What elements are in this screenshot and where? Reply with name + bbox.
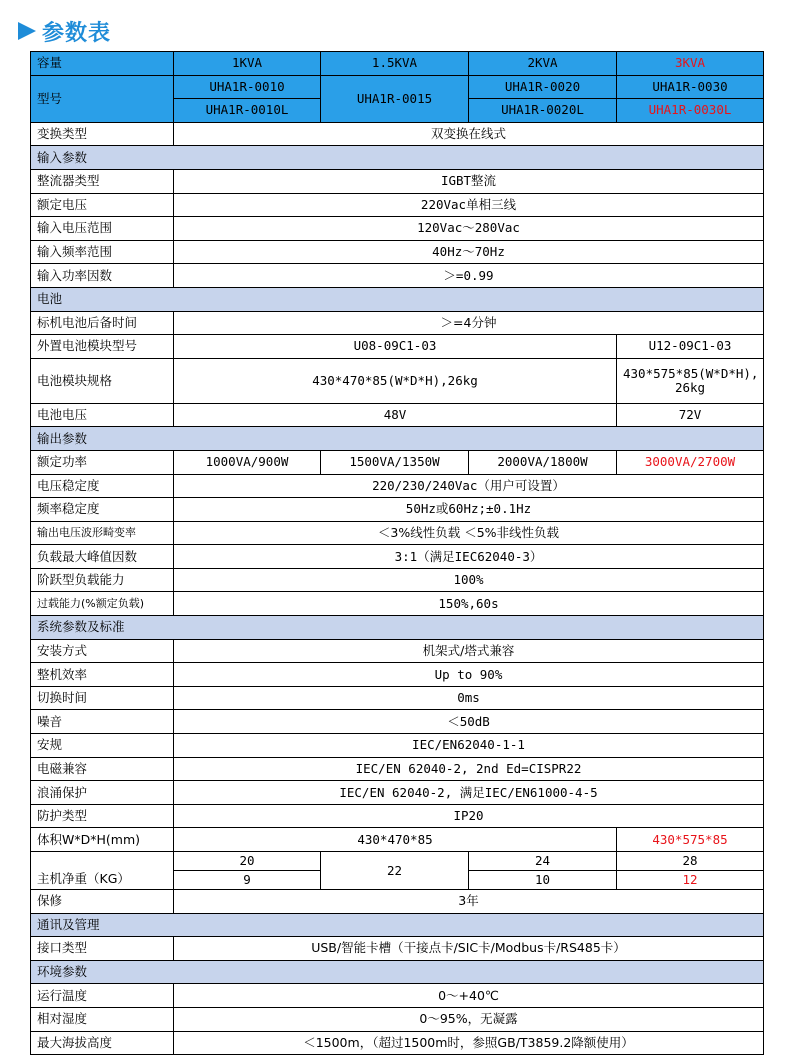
- row-label: 运行温度: [31, 984, 174, 1008]
- row-value: ＜1500m，（超过1500m时，参照GB/T3859.2降额使用）: [174, 1031, 764, 1055]
- model-0030: UHA1R-0030: [617, 75, 764, 99]
- table-row: [31, 757, 764, 781]
- model-0015: UHA1R-0015: [321, 75, 469, 122]
- row-value: 1500VA/1350W: [321, 450, 469, 474]
- row-value: 120Vac～280Vac: [174, 217, 764, 241]
- row-value: 430*470*85: [174, 828, 617, 852]
- row-value: 0～95%，无凝露: [174, 1007, 764, 1031]
- table-row: [31, 240, 764, 264]
- table-row: [31, 474, 764, 498]
- table-row: [31, 828, 764, 852]
- row-label: 整流器类型: [31, 169, 174, 193]
- section-input: [31, 146, 764, 170]
- row-label: 防护类型: [31, 804, 174, 828]
- weight-1kva: 20: [174, 852, 321, 871]
- table-row: [31, 592, 764, 616]
- table-row: [31, 710, 764, 734]
- model-0010l: UHA1R-0010L: [174, 99, 321, 123]
- spec-line-1: 430*575*85(W*D*H),: [623, 365, 759, 381]
- row-value: 0ms: [174, 686, 764, 710]
- row-label: 阶跃型负载能力: [31, 568, 174, 592]
- row-value: 3000VA/2700W: [617, 450, 764, 474]
- section-system: [31, 616, 764, 640]
- table-row: [31, 217, 764, 241]
- table-row: [31, 498, 764, 522]
- row-label: 相对湿度: [31, 1007, 174, 1031]
- row-value: 2000VA/1800W: [469, 450, 617, 474]
- row-value: 220/230/240Vac（用户可设置）: [174, 474, 764, 498]
- row-value: 430*470*85(W*D*H),26kg: [174, 358, 617, 403]
- row-value: Up to 90%: [174, 663, 764, 687]
- row-value: ＞=0.99: [174, 264, 764, 288]
- spec-line-2: 26kg: [674, 379, 706, 395]
- table-row: [31, 663, 764, 687]
- table-row: [31, 639, 764, 663]
- capacity-3kva: 3KVA: [617, 52, 764, 76]
- arrow-right-icon: [18, 22, 36, 40]
- section-title: 通讯及管理: [31, 913, 764, 937]
- model-0020l: UHA1R-0020L: [469, 99, 617, 123]
- row-label: 负载最大峰值因数: [31, 545, 174, 569]
- capacity-2kva: 2KVA: [469, 52, 617, 76]
- row-label: 切换时间: [31, 686, 174, 710]
- row-label: 接口类型: [31, 937, 174, 961]
- row-value: 48V: [174, 403, 617, 427]
- capacity-label: 容量: [31, 52, 174, 76]
- row-value: 100%: [174, 568, 764, 592]
- row-label: 整机效率: [31, 663, 174, 687]
- row-value: IP20: [174, 804, 764, 828]
- row-label: 安装方式: [31, 639, 174, 663]
- weight-2kva-l: 10: [469, 871, 617, 890]
- row-value: ＜50dB: [174, 710, 764, 734]
- page-title: 参数表: [42, 20, 112, 46]
- table-row: [31, 403, 764, 427]
- row-label: 噪音: [31, 710, 174, 734]
- model-0010: UHA1R-0010: [174, 75, 321, 99]
- row-value: 72V: [617, 403, 764, 427]
- table-row: [31, 890, 764, 914]
- table-row: [31, 264, 764, 288]
- weight-3kva: 28: [617, 852, 764, 871]
- row-value: USB/智能卡槽（干接点卡/SIC卡/Modbus卡/RS485卡）: [174, 937, 764, 961]
- row-label: 电池电压: [31, 403, 174, 427]
- section-title: 系统参数及标准: [31, 616, 764, 640]
- row-label: 主机净重（KG）: [31, 852, 174, 890]
- table-row: [31, 1031, 764, 1055]
- capacity-1kva: 1KVA: [174, 52, 321, 76]
- table-row: [31, 335, 764, 359]
- model-0030l: UHA1R-0030L: [617, 99, 764, 123]
- row-value: 0～+40℃: [174, 984, 764, 1008]
- row-label: 电压稳定度: [31, 474, 174, 498]
- weight-1kva-l: 9: [174, 871, 321, 890]
- weight-row: [31, 852, 764, 871]
- section-title: 输入参数: [31, 146, 764, 170]
- table-row: [31, 193, 764, 217]
- row-value: [617, 358, 764, 403]
- row-value: IGBT整流: [174, 169, 764, 193]
- capacity-1-5kva: 1.5KVA: [321, 52, 469, 76]
- table-row: [31, 311, 764, 335]
- section-battery: [31, 287, 764, 311]
- row-value: 50Hz或60Hz;±0.1Hz: [174, 498, 764, 522]
- table-row: [31, 781, 764, 805]
- row-label: 最大海拔高度: [31, 1031, 174, 1055]
- section-title: 电池: [31, 287, 764, 311]
- row-label: 输入电压范围: [31, 217, 174, 241]
- weight-2kva: 24: [469, 852, 617, 871]
- row-label: 频率稳定度: [31, 498, 174, 522]
- table-row: [31, 686, 764, 710]
- section-title: 环境参数: [31, 960, 764, 984]
- table-row: [31, 734, 764, 758]
- row-label: 变换类型: [31, 122, 174, 146]
- row-value: 3年: [174, 890, 764, 914]
- spec-table: [30, 51, 764, 1055]
- page-title-block: [18, 14, 111, 48]
- row-label: 输入频率范围: [31, 240, 174, 264]
- row-label: 标机电池后备时间: [31, 311, 174, 335]
- row-label: 体积W*D*H(mm): [31, 828, 174, 852]
- row-value: IEC/EN62040-1-1: [174, 734, 764, 758]
- weight-3kva-l: 12: [617, 871, 764, 890]
- table-row: [31, 545, 764, 569]
- row-value: 40Hz～70Hz: [174, 240, 764, 264]
- table-row: [31, 984, 764, 1008]
- row-label: 电磁兼容: [31, 757, 174, 781]
- table-row: [31, 450, 764, 474]
- table-row: [31, 568, 764, 592]
- row-label: 额定电压: [31, 193, 174, 217]
- row-value: 150%,60s: [174, 592, 764, 616]
- row-label: 浪涌保护: [31, 781, 174, 805]
- row-label: 保修: [31, 890, 174, 914]
- model-row: [31, 75, 764, 99]
- row-value: 430*575*85: [617, 828, 764, 852]
- row-value: IEC/EN 62040-2, 2nd Ed=CISPR22: [174, 757, 764, 781]
- row-value: U12-09C1-03: [617, 335, 764, 359]
- table-row: [31, 1007, 764, 1031]
- row-label: 输入功率因数: [31, 264, 174, 288]
- row-value: ＞=4分钟: [174, 311, 764, 335]
- model-0020: UHA1R-0020: [469, 75, 617, 99]
- section-comms: [31, 913, 764, 937]
- row-value: 220Vac单相三线: [174, 193, 764, 217]
- row-value: ＜3%线性负载 ＜5%非线性负载: [174, 521, 764, 545]
- row-value: U08-09C1-03: [174, 335, 617, 359]
- weight-1-5kva: 22: [321, 852, 469, 890]
- table-row: [31, 937, 764, 961]
- section-env: [31, 960, 764, 984]
- conversion-row: [31, 122, 764, 146]
- row-label: 过载能力(%额定负载): [31, 592, 174, 616]
- table-row: [31, 804, 764, 828]
- row-value: 机架式/塔式兼容: [174, 639, 764, 663]
- table-row: [31, 358, 764, 403]
- row-value: 1000VA/900W: [174, 450, 321, 474]
- row-label: 安规: [31, 734, 174, 758]
- section-output: [31, 427, 764, 451]
- model-label: 型号: [31, 75, 174, 122]
- capacity-row: [31, 52, 764, 76]
- row-label: 输出电压波形畸变率: [31, 521, 174, 545]
- row-label: 电池模块规格: [31, 358, 174, 403]
- table-row: [31, 521, 764, 545]
- row-value: 双变换在线式: [174, 122, 764, 146]
- table-row: [31, 169, 764, 193]
- row-value: 3:1（满足IEC62040-3）: [174, 545, 764, 569]
- section-title: 输出参数: [31, 427, 764, 451]
- row-value: IEC/EN 62040-2, 满足IEC/EN61000-4-5: [174, 781, 764, 805]
- row-label: 额定功率: [31, 450, 174, 474]
- row-label: 外置电池模块型号: [31, 335, 174, 359]
